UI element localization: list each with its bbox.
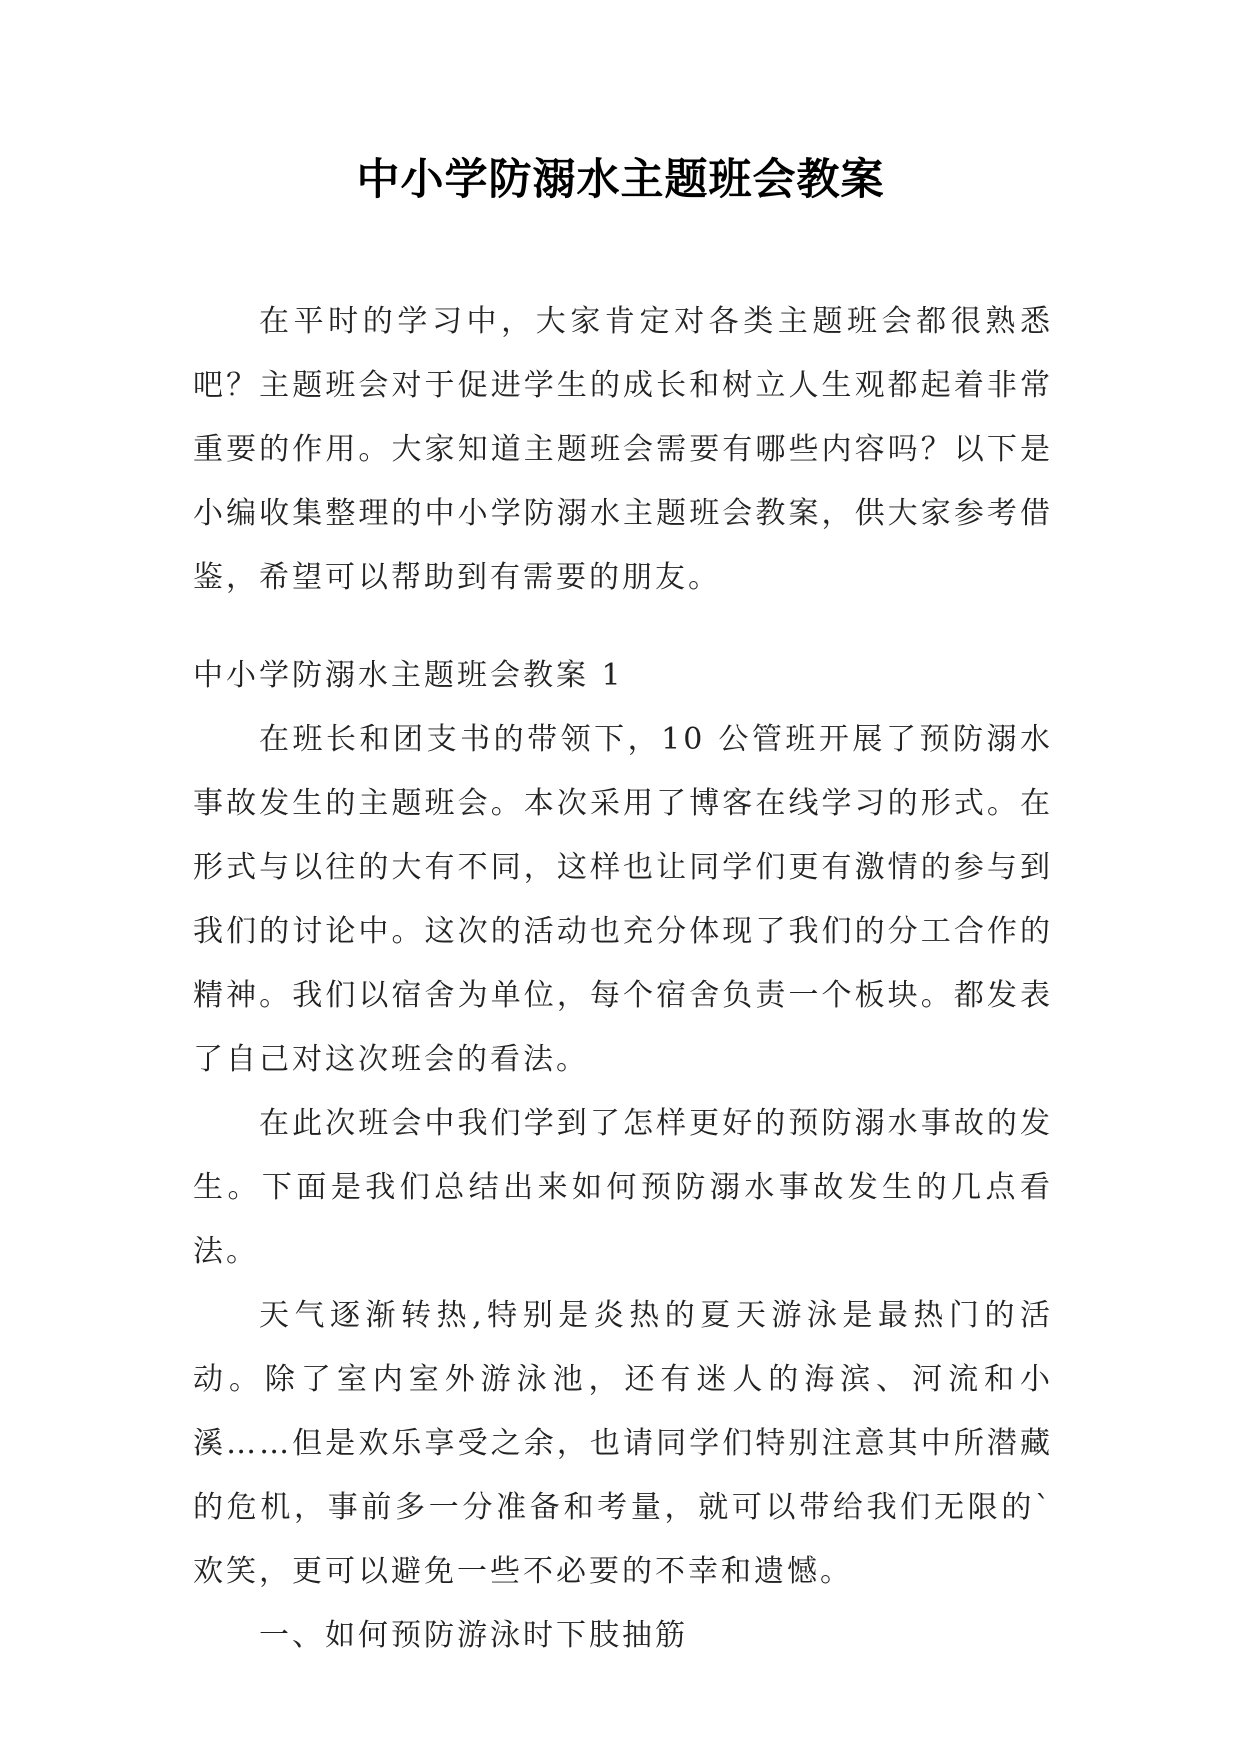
subsection-heading: 一、如何预防游泳时下肢抽筋 (259, 1618, 688, 1653)
body-paragraph-3: 天气逐渐转热,特别是炎热的夏天游泳是最热门的活动。除了室内室外游泳池，还有迷人的海滨、河流和小溪……但是欢乐享受之余，也请同学们特别注意其中所潜藏的危机，事前多一分准备和考量，就可以带给我们无限的`欢笑，更可以避免一些不必要的不幸和遗憾。 (193, 1298, 1053, 1589)
body-paragraph-2: 在此次班会中我们学到了怎样更好的预防溺水事故的发生。下面是我们总结出来如何预防溺水事故发生的几点看法。 (193, 1106, 1053, 1269)
document-title: 中小学防溺水主题班会教案 (356, 155, 885, 205)
document-body (193, 290, 1053, 1668)
body-paragraph-1: 在班长和团支书的带领下，10 公管班开展了预防溺水事故发生的主题班会。本次采用了博客在线学习的形式。在形式与以往的大有不同，这样也让同学们更有激情的参与到我们的讨论中。这次的活动也充分体现了我们的分工合作的精神。我们以宿舍为单位，每个宿舍负责一个板块。都发表了自己对这次班会的看法。 (193, 722, 1053, 1077)
intro-paragraph: 在平时的学习中，大家肯定对各类主题班会都很熟悉吧？主题班会对于促进学生的成长和树立人生观都起着非常重要的作用。大家知道主题班会需要有哪些内容吗？以下是小编收集整理的中小学防溺水主题班会教案，供大家参考借鉴，希望可以帮助到有需要的朋友。 (193, 304, 1053, 595)
section-heading: 中小学防溺水主题班会教案 1 (193, 658, 624, 693)
paragraph-spacer (193, 610, 1053, 644)
